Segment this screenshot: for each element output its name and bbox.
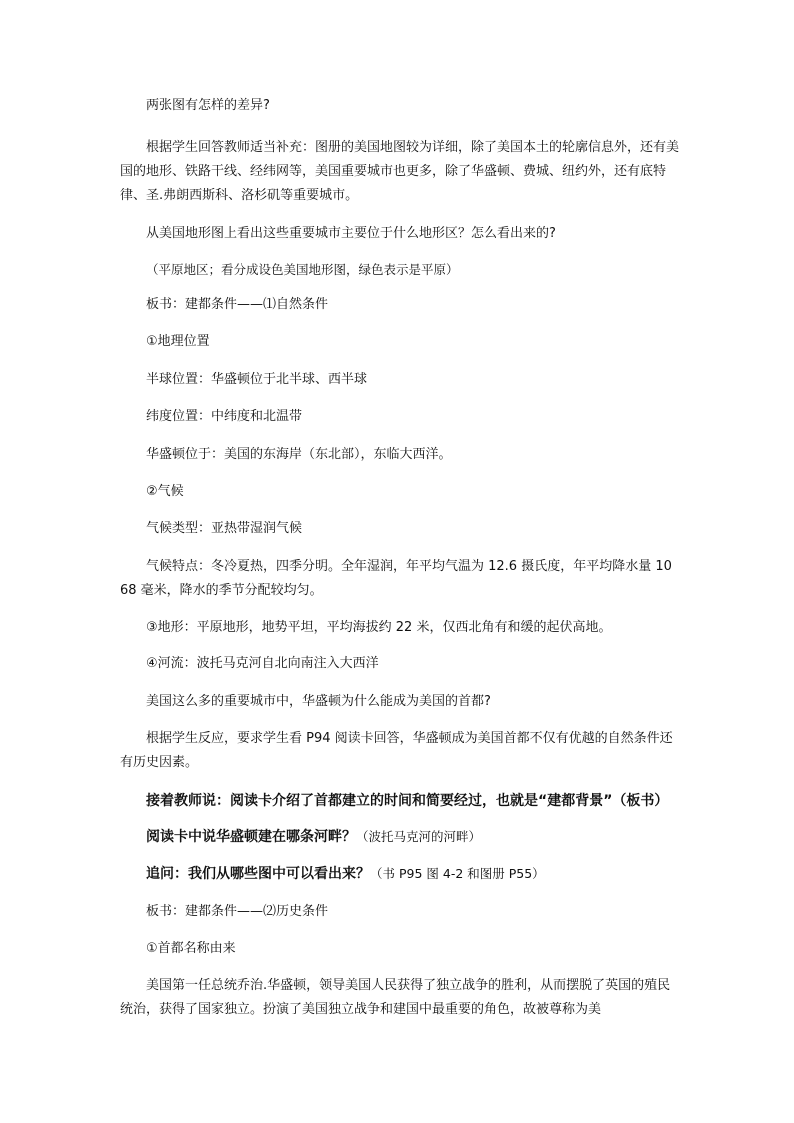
washington-history-paragraph: 美国第一任总统乔治.华盛顿，领导美国人民获得了独立战争的胜利，从而摆脱了英国的殖民统治，获得了国家独立。扮演了美国独立战争和建国中最重要的角色，故被尊称为美 <box>120 978 671 1017</box>
hemisphere-position: 半球位置：华盛顿位于北半球、西半球 <box>146 372 368 387</box>
question-map-difference: 两张图有怎样的差异? <box>146 98 270 113</box>
question-river-bank <box>120 825 680 850</box>
answer-river-bank: （波托马克河的河畔） <box>356 829 482 844</box>
heading-geographic-location: ①地理位置 <box>146 334 210 349</box>
board-natural-conditions: 板书：建都条件——⑴自然条件 <box>146 297 329 312</box>
teacher-supplement-paragraph: 根据学生回答教师适当补充：图册的美国地图较为详细，除了美国本土的轮廓信息外，还有美国的地形、铁路干线、经纬网等，美国重要城市也更多，除了华盛顿、费城、纽约外，还有底特律、圣.弗朗西斯科、洛杉矶等重要城市。 <box>120 140 680 203</box>
followup-question-bold: 追问：我们从哪些图中可以看出来？ <box>146 866 370 882</box>
heading-climate: ②气候 <box>146 484 184 499</box>
heading-capital-name-origin: ①首都名称由来 <box>146 941 236 956</box>
board-historical-conditions: 板书：建都条件——⑵历史条件 <box>146 904 329 919</box>
answer-maps-reference: （书 P95 图 4-2 和图册 P55） <box>370 866 545 881</box>
climate-features: 气候特点：冬冷夏热，四季分明。全年湿润，年平均气温为 12.6 摄氏度，年平均降水量 1068 毫米，降水的季节分配较均匀。 <box>120 559 672 598</box>
question-river-bank-bold: 阅读卡中说华盛顿建在哪条河畔？ <box>146 829 356 845</box>
climate-type: 气候类型：亚热带湿润气候 <box>146 521 303 536</box>
student-reading-card-paragraph: 根据学生反应，要求学生看 P94 阅读卡回答，华盛顿成为美国首都不仅有优越的自然条件还有历史因素。 <box>120 731 673 770</box>
terrain-description: ③地形：平原地形，地势平坦，平均海拔约 22 米，仅西北角有和缓的起伏高地。 <box>146 620 612 635</box>
followup-question-maps <box>120 862 680 887</box>
washington-location: 华盛顿位于：美国的东海岸（东北部），东临大西洋。 <box>146 447 452 462</box>
latitude-position: 纬度位置：中纬度和北温带 <box>146 409 303 424</box>
teacher-founding-background: 接着教师说：阅读卡介绍了首都建立的时间和简要经过，也就是“建都背景”（板书） <box>146 793 669 809</box>
question-why-capital: 美国这么多的重要城市中，华盛顿为什么能成为美国的首都? <box>146 694 491 709</box>
question-terrain-cities: 从美国地形图上看出这些重要城市主要位于什么地形区？怎么看出来的? <box>146 226 556 241</box>
river-description: ④河流：波托马克河自北向南注入大西洋 <box>146 656 379 671</box>
answer-plain-region: （平原地区；看分成设色美国地形图，绿色表示是平原） <box>146 262 459 277</box>
